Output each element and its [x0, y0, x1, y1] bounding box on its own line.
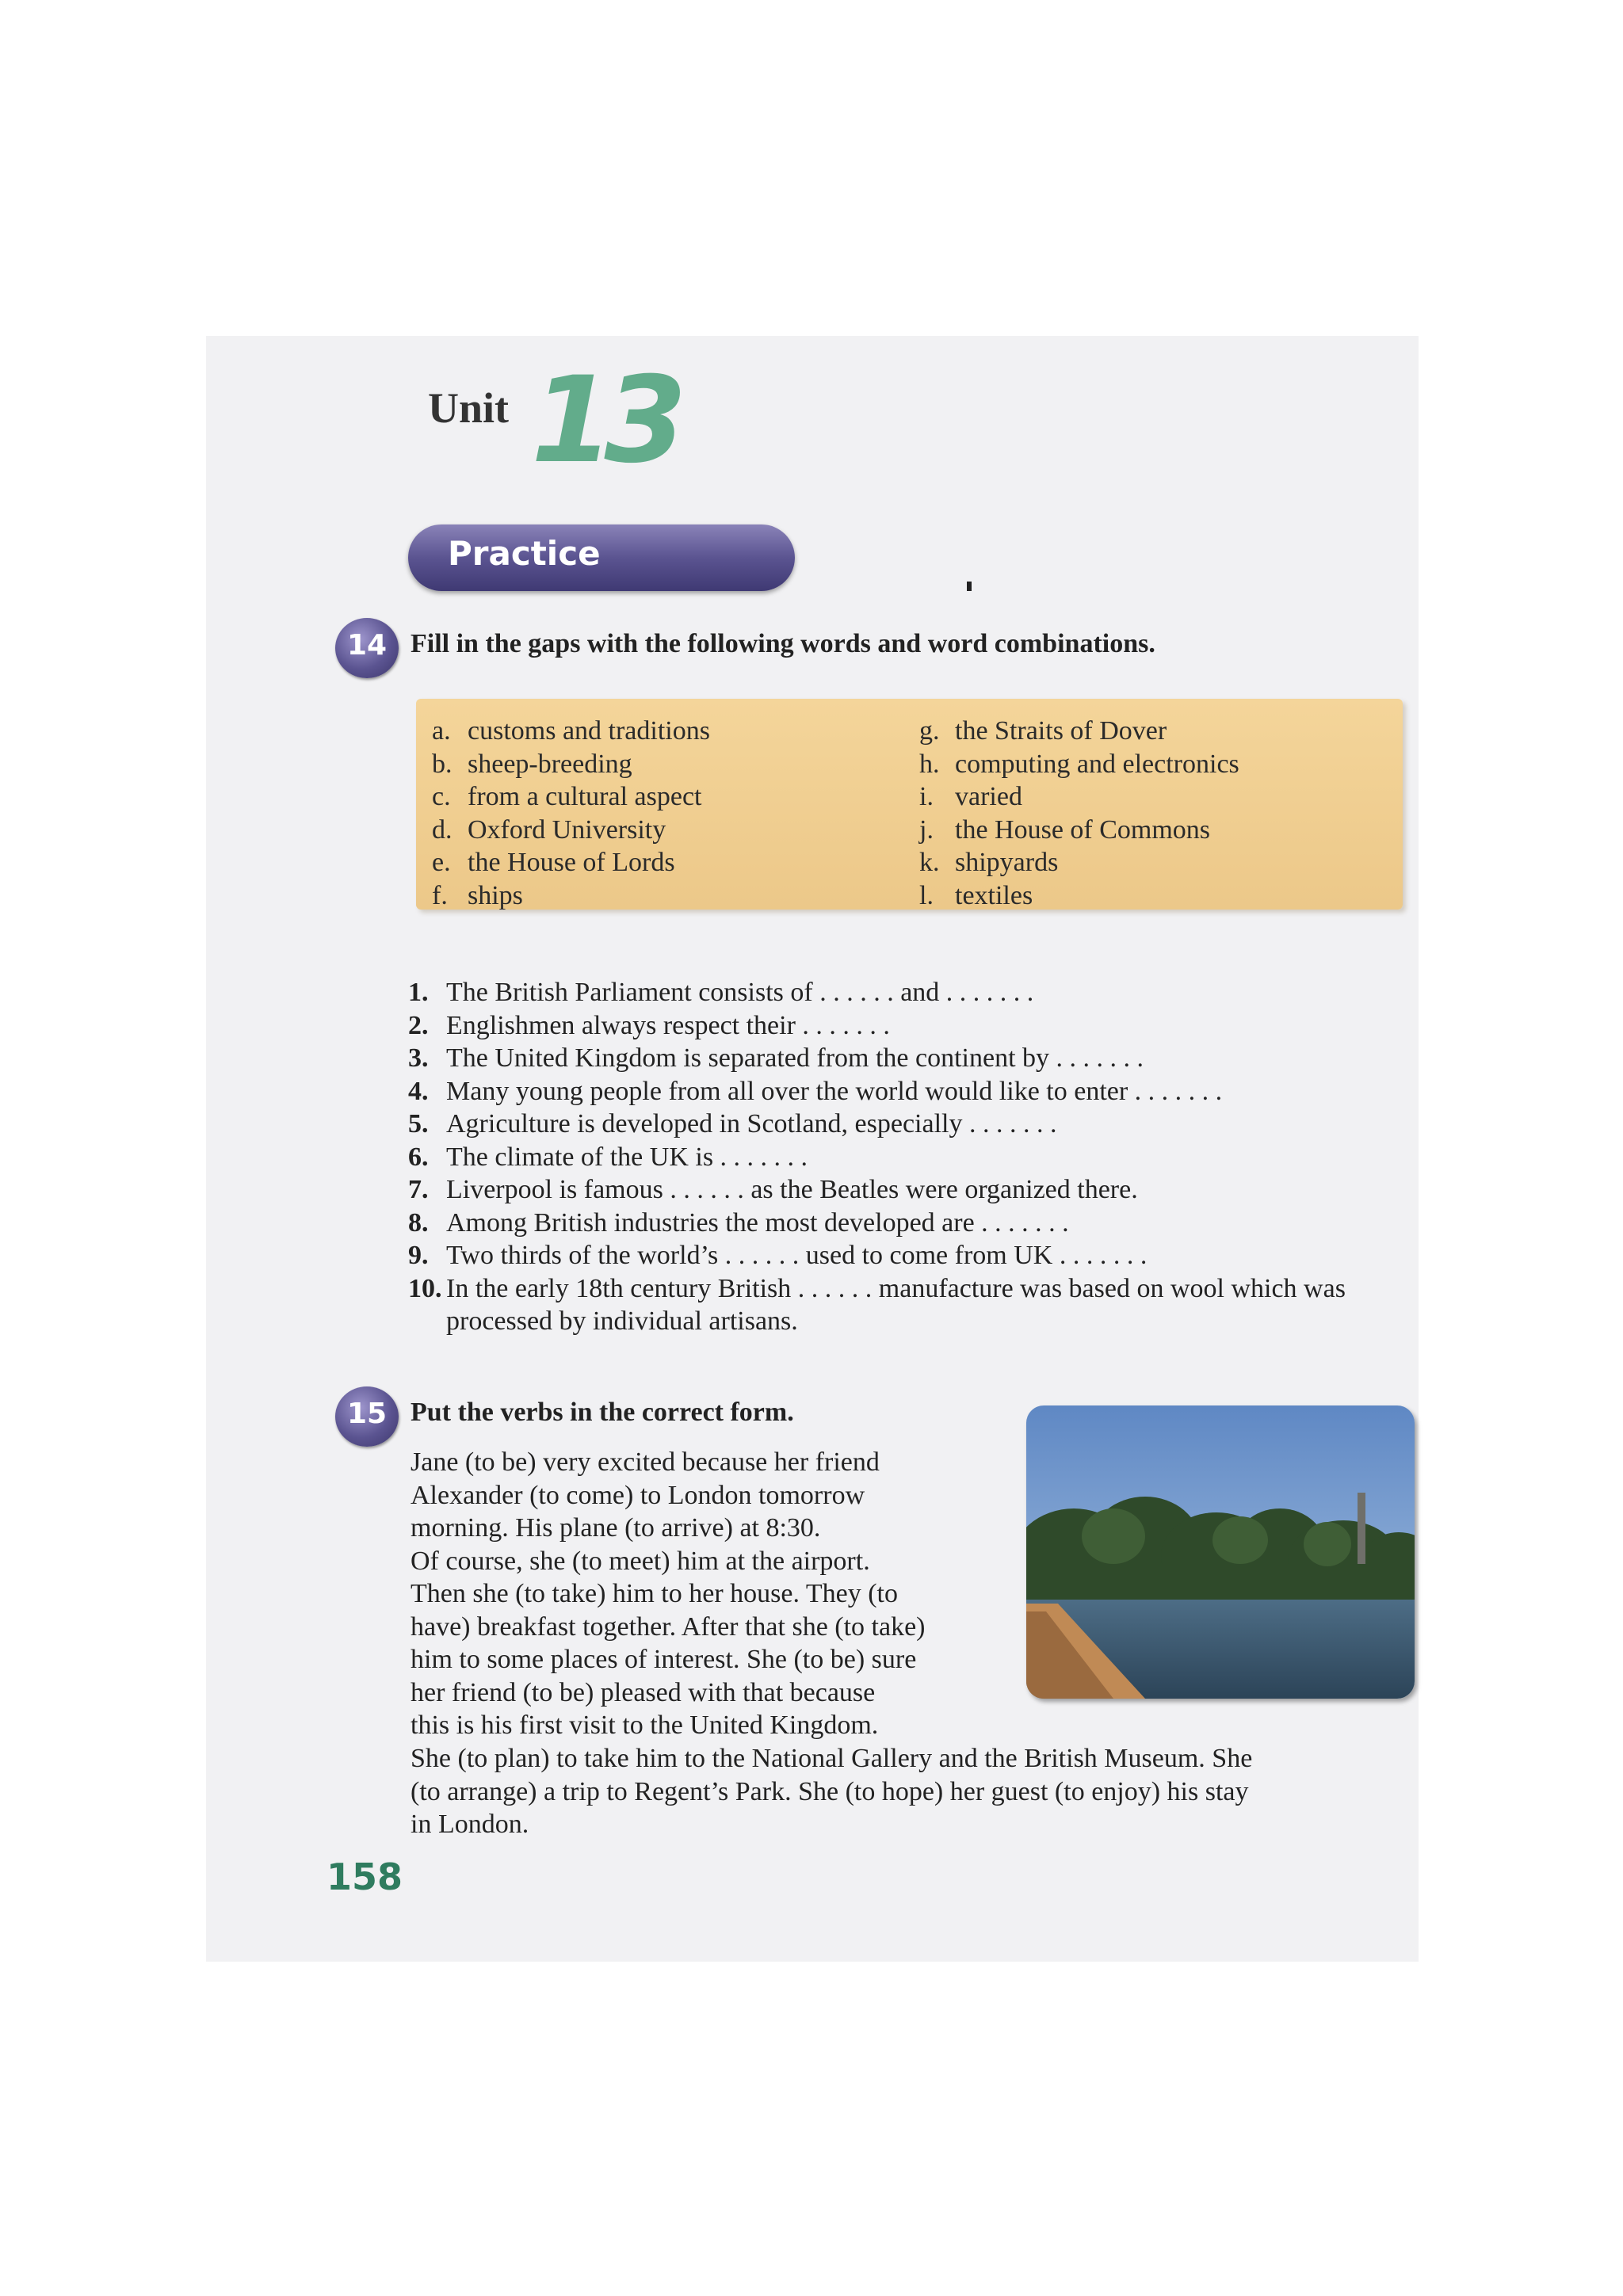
sentence-item: 9. Two thirds of the world’s . . . . . . used to come from UK . . . . . . .	[408, 1241, 1148, 1270]
sentence-item: 10. In the early 18th century British . . . . . . manufacture was based on wool which was processed by individual artisans.	[408, 1273, 1346, 1336]
text-line: have) breakfast together. After that she (to take)	[411, 1611, 926, 1642]
word-bank-right-column	[919, 716, 1239, 913]
sentence-item: 8. Among British industries the most developed are . . . . . . .	[408, 1207, 1069, 1238]
word-option: g. the Straits of Dover	[919, 716, 1167, 746]
sentence-item: 6. The climate of the UK is . . . . . . .	[408, 1142, 808, 1172]
exercise-14-badge: 14	[335, 618, 399, 678]
word-bank	[416, 699, 1403, 910]
word-option: f. ships	[432, 880, 523, 910]
sentence-item: 3. The United Kingdom is separated from the continent by . . . . . . .	[408, 1043, 1144, 1073]
exercise-15-text-narrow	[411, 1446, 1013, 1742]
stray-mark	[967, 582, 972, 591]
text-line: morning. His plane (to arrive) at 8:30.	[411, 1513, 821, 1543]
unit-label: Unit	[428, 384, 510, 432]
word-option: c. from a cultural aspect	[432, 782, 702, 811]
text-line: Then she (to take) him to her house. They (to	[411, 1579, 898, 1608]
word-option: e. the House of Lords	[432, 848, 675, 877]
text-line: (to arrange) a trip to Regent’s Park. She (to hope) her guest (to enjoy) his stay	[411, 1776, 1249, 1806]
sentence-item: 5. Agriculture is developed in Scotland, especially . . . . . . .	[408, 1109, 1057, 1138]
exercise-14-instruction: Fill in the gaps with the following words and word combinations.	[411, 629, 1155, 658]
practice-banner	[408, 524, 795, 591]
exercise-15-instruction: Put the verbs in the correct form.	[411, 1398, 794, 1427]
word-option: d. Oxford University	[432, 814, 666, 845]
sentence-item: 4. Many young people from all over the world would like to enter . . . . . . .	[408, 1076, 1223, 1106]
text-line: this is his first visit to the United Kingdom.	[411, 1711, 879, 1740]
text-line: Of course, she (to meet) him at the airport.	[411, 1546, 870, 1576]
page-number: 158	[327, 1855, 403, 1898]
word-option: h. computing and electronics	[919, 749, 1239, 779]
text-line: her friend (to be) pleased with that because	[411, 1677, 876, 1707]
sentence-item: 1. The British Parliament consists of . . . . . . and . . . . . . .	[408, 978, 1034, 1007]
text-line: She (to plan) to take him to the National Gallery and the British Museum. She	[411, 1744, 1253, 1773]
text-line: Jane (to be) very excited because her friend	[411, 1447, 880, 1477]
word-option: b. sheep-breeding	[432, 749, 632, 779]
text-line: in London.	[411, 1810, 529, 1839]
exercise-14-sentences	[408, 976, 1407, 1338]
lake-landscape-image	[1026, 1405, 1415, 1699]
lake-photo	[1026, 1405, 1415, 1699]
word-option: i. varied	[919, 782, 1022, 811]
text-line: Alexander (to come) to London tomorrow	[411, 1480, 865, 1510]
sentence-item: 2. Englishmen always respect their . . . . . . .	[408, 1010, 890, 1040]
word-option: j. the House of Commons	[919, 814, 1211, 845]
unit-number: 13	[531, 352, 678, 490]
exercise-15-badge: 15	[335, 1386, 399, 1447]
section-title: Practice	[448, 534, 601, 573]
word-option: k. shipyards	[919, 848, 1059, 877]
exercise-15-text-wide	[411, 1742, 1409, 1841]
text-line: him to some places of interest. She (to be) sure	[411, 1645, 917, 1674]
textbook-page	[206, 336, 1419, 1962]
word-option: a. customs and traditions	[432, 716, 710, 746]
word-option: l. textiles	[919, 880, 1033, 910]
sentence-item: 7. Liverpool is famous . . . . . . as the Beatles were organized there.	[408, 1175, 1138, 1204]
word-bank-left-column	[432, 716, 710, 913]
